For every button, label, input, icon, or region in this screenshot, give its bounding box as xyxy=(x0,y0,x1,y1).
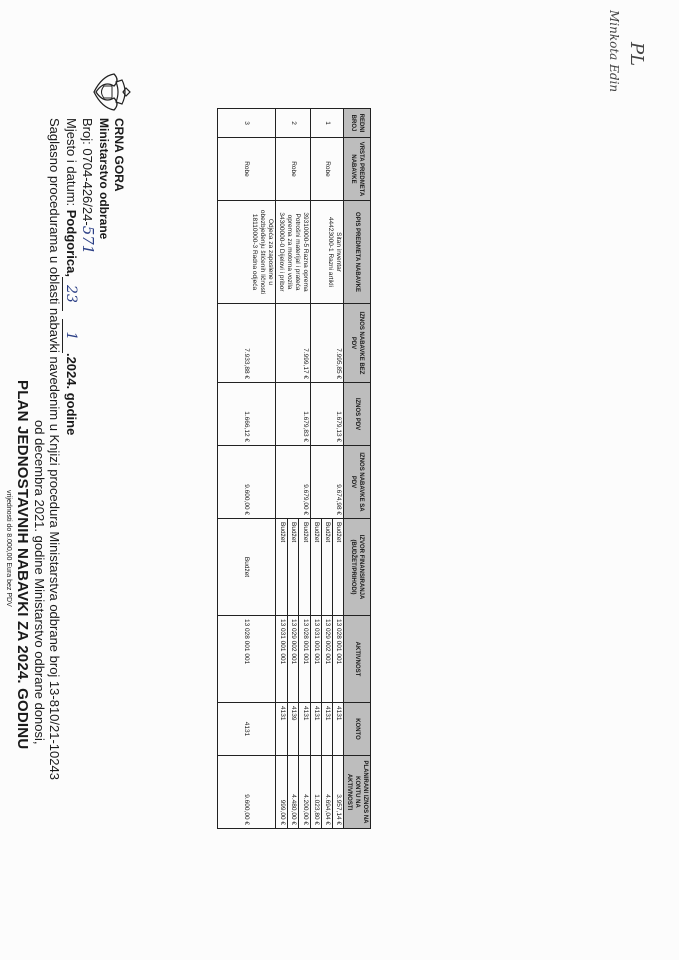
cell-vrsta: Robe xyxy=(218,138,276,201)
opis-line: Potrošni materijal i prateća xyxy=(294,213,301,291)
cell-sa-pdv: 9.600,00 € xyxy=(218,446,276,519)
header-vrsta: VRSTA PREDMETA NABAVKE xyxy=(344,138,371,201)
cell-izvor: Budžet xyxy=(218,519,276,616)
cell-planirani: 9.600,00 € xyxy=(218,756,276,829)
cell-planirani: 3.957,14 € xyxy=(333,756,344,829)
cell-planirani: 4.694,04 € xyxy=(322,756,333,829)
cell-izvor: Budžet xyxy=(287,519,299,616)
cell-konto: 4131 xyxy=(333,703,344,756)
cell-bez-pdv: 7.999,17 € xyxy=(276,304,311,383)
header-iznos-pdv: IZNOS PDV xyxy=(344,383,371,446)
country-name: CRNA GORA xyxy=(112,118,126,192)
margin-note-initials: PL xyxy=(626,42,647,67)
cell-bez-pdv: 7.933,88 € xyxy=(218,304,276,383)
place-and-date xyxy=(62,118,79,435)
cell-aktivnost: 13 031 001 001 xyxy=(276,616,288,703)
cell-konto: 4131 xyxy=(299,703,311,756)
ministry-name: Ministarstvo odbrane xyxy=(97,118,111,240)
opis-line: oprema za motorna vozila xyxy=(286,214,293,290)
cell-izvor: Budžet xyxy=(322,519,333,616)
opis-line: Sitan inventar xyxy=(335,232,342,272)
header-konto: KONTO xyxy=(344,703,371,756)
document-number-label: Broj: 0704-426/24- xyxy=(80,118,95,226)
document-number-handwritten: 571 xyxy=(79,225,97,255)
cell-planirani: 4.480,00 € xyxy=(287,756,299,829)
opis-line: Odjeća za zaposlene u xyxy=(267,218,274,286)
table-row xyxy=(299,109,311,829)
intro-line-1: Saglasno procedurama u oblasti nabavki navedenim u Knjizi procedura Ministarstva odbrane broj 13-810/21-10243 xyxy=(47,118,62,780)
cell-konto: 4131 xyxy=(276,703,288,756)
opis-line: 39310000-5 Razna oprema xyxy=(302,212,309,292)
cell-aktivnost: 13 031 001 001 xyxy=(311,616,322,703)
document-subtitle: vrijednosti do 8.000,00 Eura bez PDV xyxy=(5,490,12,607)
table-row xyxy=(333,109,344,829)
cell-opis xyxy=(218,201,276,304)
procurement-plan-table xyxy=(217,108,371,829)
cell-konto: 4131 xyxy=(218,703,276,756)
coat-of-arms-icon xyxy=(90,70,134,114)
opis-line: obezbjeđenju štićenih ličnosti xyxy=(259,209,266,295)
header-iznos-bez-pdv: IZNOS NABAVKE BEZ PDV xyxy=(344,304,371,383)
cell-bez-pdv: 7.995,85 € xyxy=(311,304,344,383)
cell-planirani: 1.023,80 € xyxy=(311,756,322,829)
table-row xyxy=(218,109,276,829)
cell-pdv: 1.679,13 € xyxy=(311,383,344,446)
header-iznos-sa-pdv: IZNOS NABAVKE SA PDV xyxy=(344,446,371,519)
cell-konto: 4131 xyxy=(322,703,333,756)
opis-line: 34300000-0 Dijelovi i pribor xyxy=(278,212,285,292)
cell-izvor: Budžet xyxy=(276,519,288,616)
header-izvor: IZVOR FINANSIRANJA (BUDŽET/PRIHODI) xyxy=(344,519,371,616)
header-aktivnost: AKTIVNOST xyxy=(344,616,371,703)
cell-opis xyxy=(311,201,344,304)
cell-konto: 4139 xyxy=(287,703,299,756)
cell-pdv: 1.666,12 € xyxy=(218,383,276,446)
margin-note-signature: Minkota Edin xyxy=(607,10,621,93)
cell-sa-pdv: 9.679,00 € xyxy=(276,446,311,519)
document-title: PLAN JEDNOSTAVNIH NABAVKI ZA 2024. GODINU xyxy=(14,380,31,750)
header-redni-broj: REDNI BROJ xyxy=(344,109,371,138)
cell-planirani: 999,00 € xyxy=(276,756,288,829)
date-day: 23 xyxy=(62,277,78,311)
cell-konto: 4131 xyxy=(311,703,322,756)
cell-aktivnost: 13 029 002 001 xyxy=(322,616,333,703)
cell-redni: 1 xyxy=(311,109,344,138)
cell-planirani: 4.200,00 € xyxy=(299,756,311,829)
cell-sa-pdv: 9.674,98 € xyxy=(311,446,344,519)
cell-opis xyxy=(276,201,311,304)
cell-vrsta: Robe xyxy=(276,138,311,201)
cell-aktivnost: 13 029 002 001 xyxy=(287,616,299,703)
cell-aktivnost: 13 028 001 001 xyxy=(333,616,344,703)
header-opis: OPIS PREDMETA NABAVKE xyxy=(344,201,371,304)
cell-redni: 2 xyxy=(276,109,311,138)
place-label: Mjesto i datum: xyxy=(64,118,79,210)
cell-vrsta: Robe xyxy=(311,138,344,201)
cell-izvor: Budžet xyxy=(299,519,311,616)
cell-izvor: Budžet xyxy=(311,519,322,616)
place-city: Podgorica, xyxy=(64,209,79,277)
date-month: 1 xyxy=(62,319,78,353)
opis-line: 44423000-1 Razni artikli xyxy=(327,216,334,288)
intro-line-2: od decembra 2021. godine Ministarstvo odbrane donosi, xyxy=(32,420,47,745)
cell-pdv: 1.679,83 € xyxy=(276,383,311,446)
cell-aktivnost: 13 028 001 001 xyxy=(218,616,276,703)
cell-izvor: Budžet xyxy=(333,519,344,616)
opis-line: 18110000-3 Radna odjeća xyxy=(251,213,258,291)
cell-redni: 3 xyxy=(218,109,276,138)
header-planirani-iznos: PLANIRANI IZNOS NA KONTU NA AKTIVNOSTI xyxy=(344,756,371,829)
date-suffix: .2024. godine xyxy=(64,352,79,436)
table-header-row xyxy=(344,109,371,829)
cell-aktivnost: 13 028 001 001 xyxy=(299,616,311,703)
document-number xyxy=(80,118,95,254)
